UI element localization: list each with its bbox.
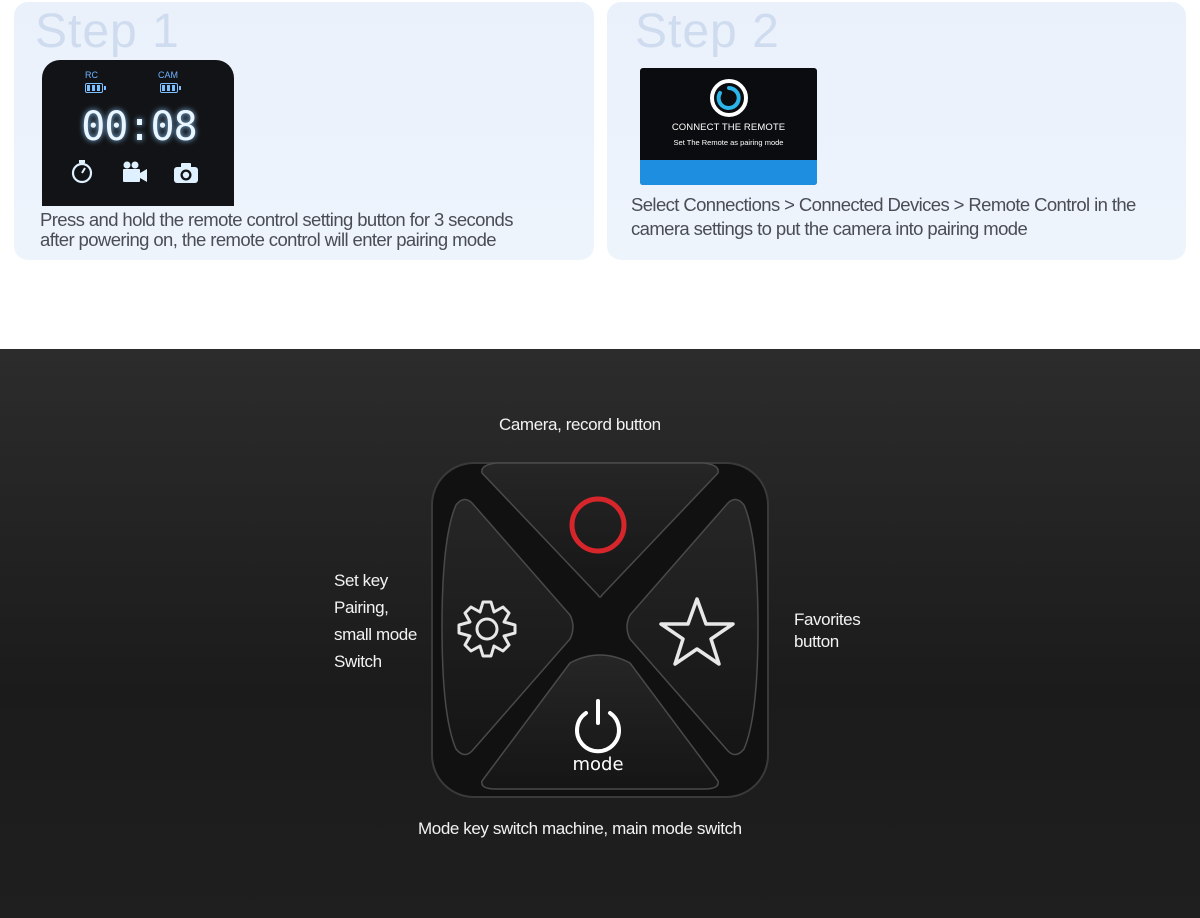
rc-battery-icon xyxy=(85,83,103,93)
set-key-label: Set key Pairing, small mode Switch xyxy=(334,571,417,671)
step-1-card xyxy=(14,2,594,260)
remote-control xyxy=(420,457,780,802)
timer-display: 00:08 xyxy=(81,104,197,150)
step-1-title: Step 1 xyxy=(35,5,180,58)
connect-remote-subtitle: Set The Remote as pairing mode xyxy=(673,138,784,147)
video-camera-icon xyxy=(121,160,149,184)
rc-label: RC xyxy=(85,70,98,80)
screen-bottom-bar xyxy=(640,160,817,185)
mode-key-label: Mode key switch machine, main mode switch xyxy=(418,819,742,838)
stopwatch-icon xyxy=(70,158,94,184)
favorites-button-label: Favorites button xyxy=(794,610,861,651)
camera-screen xyxy=(640,68,817,185)
step-2-title: Step 2 xyxy=(635,5,780,58)
record-button-label: Camera, record button xyxy=(499,415,661,434)
remote-diagram-section xyxy=(0,349,1200,918)
camera-icon xyxy=(172,161,200,185)
remote-display xyxy=(42,60,234,206)
connect-ring-icon xyxy=(708,77,750,119)
connect-remote-title: CONNECT THE REMOTE xyxy=(671,122,786,133)
cam-label: CAM xyxy=(158,70,178,80)
step-2-card xyxy=(607,2,1186,260)
step-1-description: Press and hold the remote control setting button for 3 seconds after powering on, the remote control will enter pairing mode xyxy=(40,209,513,250)
step-2-description: Select Connections > Connected Devices > Remote Control in the camera settings to put the camera into pairing mode xyxy=(631,194,1136,239)
mode-text: mode xyxy=(572,754,624,775)
cam-battery-icon xyxy=(160,83,178,93)
